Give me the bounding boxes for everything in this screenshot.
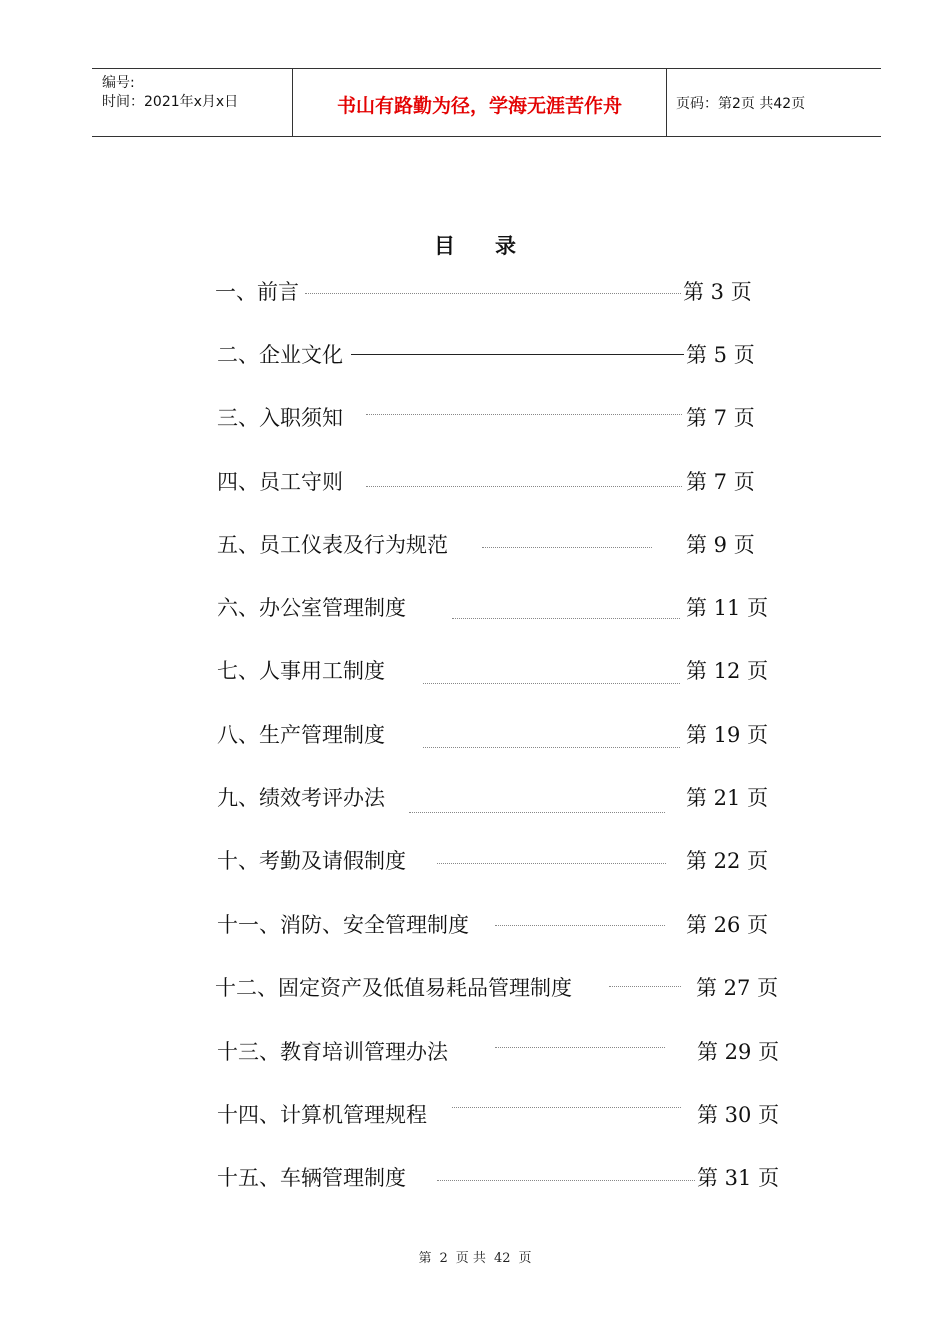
toc-entry[interactable] <box>0 592 950 624</box>
toc-entry[interactable] <box>0 845 950 877</box>
toc-entry[interactable] <box>0 909 950 941</box>
toc-entry-page: 第 22 页 <box>686 849 769 873</box>
toc-entry-leader <box>423 747 680 748</box>
toc-entry-label: 十、考勤及请假制度 <box>217 849 406 873</box>
toc-entry-label: 一、前言 <box>215 280 299 304</box>
toc-entry-label: 四、员工守则 <box>217 470 343 494</box>
toc-entry[interactable] <box>0 972 950 1004</box>
toc-entry-label: 七、人事用工制度 <box>217 659 385 683</box>
toc-entry-leader <box>609 986 681 987</box>
toc-entry-label: 八、生产管理制度 <box>217 723 385 747</box>
page-footer <box>0 1247 950 1266</box>
header-meta-cell <box>92 69 292 136</box>
toc-entry-page: 第 19 页 <box>686 723 769 747</box>
footer-total-pages: 42 <box>493 1251 511 1266</box>
toc-entry[interactable] <box>0 1099 950 1131</box>
document-time-label: 时间：2021年x月x日 <box>102 94 239 110</box>
toc-entry-page: 第 27 页 <box>696 976 779 1000</box>
header-page-info: 页码：第2页 共42页 <box>676 96 806 112</box>
toc-entry-page: 第 7 页 <box>686 470 755 494</box>
toc-title: 目录 <box>434 234 556 258</box>
toc-entry-label: 十一、消防、安全管理制度 <box>217 913 469 937</box>
toc-entry-leader <box>437 1180 695 1181</box>
toc-entry-leader <box>437 863 666 864</box>
toc-entry-leader <box>409 812 665 813</box>
toc-entry[interactable] <box>0 655 950 687</box>
header-motto: 书山有路勤为径，学海无涯苦作舟 <box>336 95 622 117</box>
toc-entry[interactable] <box>0 339 950 371</box>
toc-entry-page: 第 11 页 <box>686 596 769 620</box>
toc-entry-leader <box>305 293 681 294</box>
toc-entry-label: 二、企业文化 <box>217 343 343 367</box>
toc-entry-leader <box>452 618 680 619</box>
toc-entry-page: 第 12 页 <box>686 659 769 683</box>
toc-entry[interactable] <box>0 782 950 814</box>
toc-entry[interactable] <box>0 1162 950 1194</box>
toc-entry-page: 第 29 页 <box>697 1040 780 1064</box>
toc-entry-leader <box>351 354 684 355</box>
toc-entry-leader <box>423 683 680 684</box>
toc-entry-page: 第 31 页 <box>697 1166 780 1190</box>
footer-mid: 页 共 <box>455 1251 486 1266</box>
toc-entry-leader <box>482 547 652 548</box>
header-page-cell <box>666 69 881 136</box>
toc-entry-label: 十三、教育培训管理办法 <box>217 1040 448 1064</box>
toc-entry-leader <box>495 1047 665 1048</box>
toc-entry-label: 五、员工仪表及行为规范 <box>217 533 448 557</box>
footer-suffix: 页 <box>518 1251 532 1266</box>
toc-entry-page: 第 3 页 <box>683 280 752 304</box>
toc-entry-page: 第 26 页 <box>686 913 769 937</box>
toc-entry[interactable] <box>0 529 950 561</box>
document-number-label: 编号: <box>102 75 135 91</box>
toc-entry-leader <box>452 1107 681 1108</box>
toc-entry-leader <box>366 486 682 487</box>
toc-entry-leader <box>366 414 682 415</box>
header-motto-cell <box>292 69 667 136</box>
toc-entry-page: 第 5 页 <box>686 343 755 367</box>
footer-prefix: 第 <box>418 1251 432 1266</box>
toc-entry[interactable] <box>0 402 950 434</box>
toc-entry-label: 九、绩效考评办法 <box>217 786 385 810</box>
toc-entry-page: 第 9 页 <box>686 533 755 557</box>
toc-entry-leader <box>495 925 665 926</box>
toc-entry[interactable] <box>0 466 950 498</box>
toc-entry[interactable] <box>0 276 950 308</box>
toc-entry[interactable] <box>0 1036 950 1068</box>
toc-entry-label: 十四、计算机管理规程 <box>217 1103 427 1127</box>
toc-entry-label: 六、办公室管理制度 <box>217 596 406 620</box>
toc-entry-page: 第 7 页 <box>686 406 755 430</box>
footer-current-page: 2 <box>439 1251 448 1266</box>
document-header <box>92 68 881 137</box>
toc-entry-page: 第 21 页 <box>686 786 769 810</box>
toc-entry-label: 十二、固定资产及低值易耗品管理制度 <box>215 976 572 1000</box>
toc-entry-label: 三、入职须知 <box>217 406 343 430</box>
toc-entry-page: 第 30 页 <box>697 1103 780 1127</box>
toc-entry-label: 十五、车辆管理制度 <box>217 1166 406 1190</box>
toc-entry[interactable] <box>0 719 950 751</box>
